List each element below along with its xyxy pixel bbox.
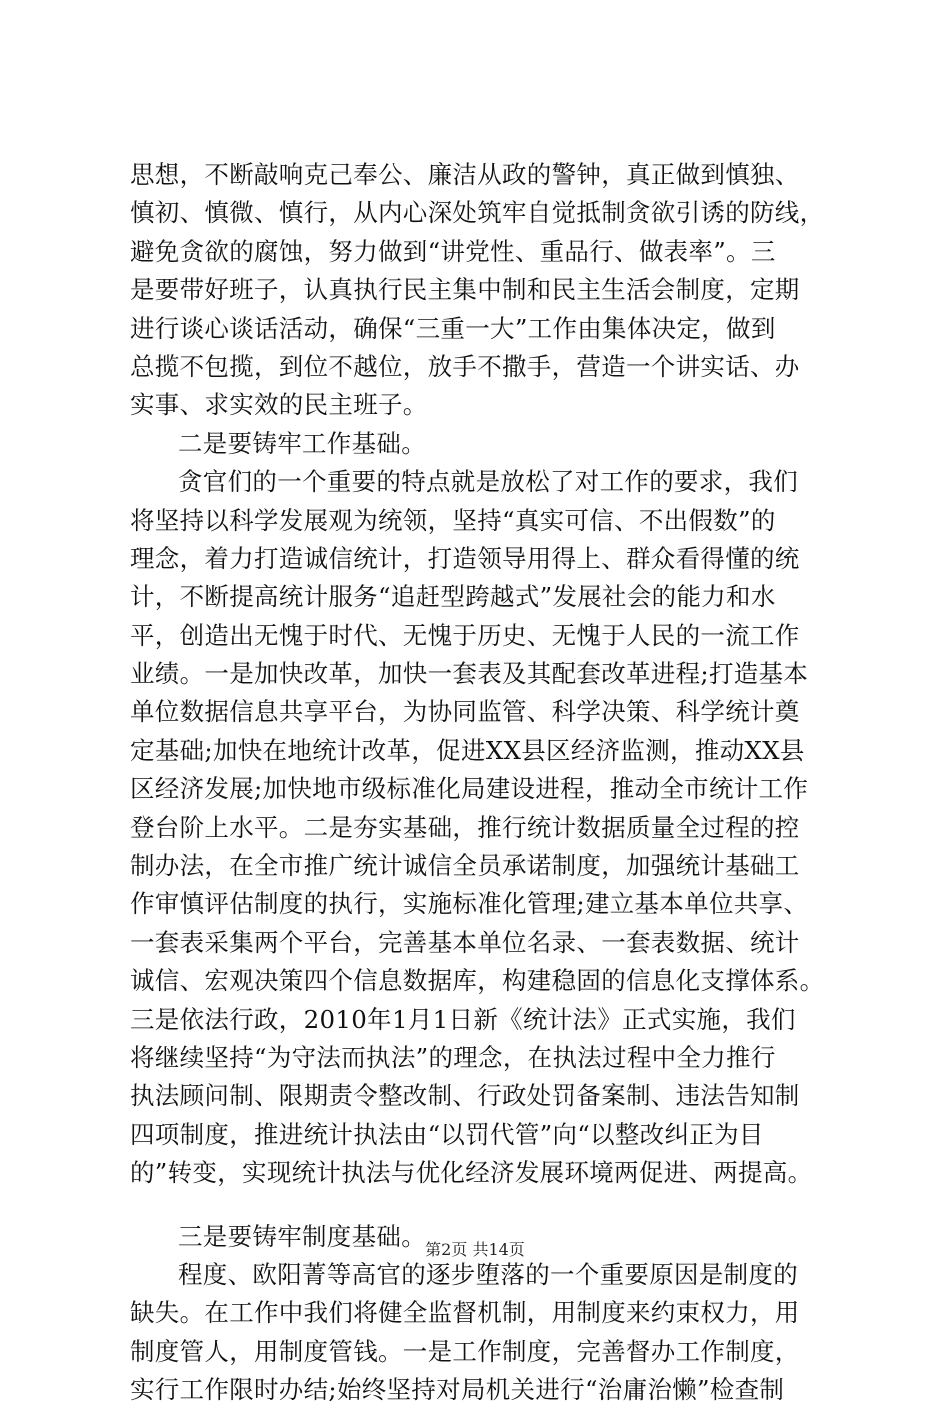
text-line: 理念，着力打造诚信统计，打造领导用得上、群众看得懂的统 bbox=[130, 543, 800, 573]
text-line: 实行工作限时办结;始终坚持对局机关进行“治庸治懒”检查制 bbox=[130, 1375, 785, 1405]
text-line: 执法顾问制、限期责令整改制、行政处罚备案制、违法告知制 bbox=[130, 1081, 800, 1111]
text-line: 制办法，在全市推广统计诚信全员承诺制度，加强统计基础工 bbox=[130, 851, 800, 881]
text-line: 定基础;加快在地统计改革，促进XX县区经济监测，推动XX县 bbox=[130, 735, 805, 765]
text-line: 三是依法行政，2010年1月1日新《统计法》正式实施，我们 bbox=[130, 1004, 796, 1034]
text-line: 慎初、慎微、慎行，从内心深处筑牢自觉抵制贪欲引诱的防线， bbox=[130, 198, 825, 228]
text-line: 四项制度，推进统计执法由“以罚代管”向“以整改纠正为目 bbox=[130, 1119, 764, 1149]
section-heading: 三是要铸牢制度基础。 bbox=[178, 1221, 426, 1251]
text-line: 实事、求实效的民主班子。 bbox=[130, 390, 428, 420]
text-line: 区经济发展;加快地市级标准化局建设进程，推动全市统计工作 bbox=[130, 774, 809, 804]
text-line: 业绩。一是加快改革，加快一套表及其配套改革进程;打造基本 bbox=[130, 659, 809, 689]
text-line: 避免贪欲的腐蚀，努力做到“讲党性、重品行、做表率”。三 bbox=[130, 236, 776, 266]
text-line: 缺失。在工作中我们将健全监督机制，用制度来约束权力，用 bbox=[130, 1298, 800, 1328]
document-body bbox=[130, 156, 850, 1410]
text-line: 总揽不包揽，到位不越位，放手不撒手，营造一个讲实话、办 bbox=[130, 351, 800, 381]
page-footer bbox=[0, 1240, 950, 1260]
text-line: 登台阶上水平。二是夯实基础，推行统计数据质量全过程的控 bbox=[130, 812, 800, 842]
text-line: 进行谈心谈话活动，确保“三重一大”工作由集体决定，做到 bbox=[130, 313, 776, 343]
text-line: 程度、欧阳菁等高官的逐步堕落的一个重要原因是制度的 bbox=[178, 1259, 798, 1289]
text-line: 是要带好班子，认真执行民主集中制和民主生活会制度，定期 bbox=[130, 275, 800, 305]
text-line: 诚信、宏观决策四个信息数据库，构建稳固的信息化支撑体系。 bbox=[130, 966, 825, 996]
section-heading: 二是要铸牢工作基础。 bbox=[178, 428, 426, 458]
text-line: 一套表采集两个平台，完善基本单位名录、一套表数据、统计 bbox=[130, 927, 800, 957]
text-line: 制度管人，用制度管钱。一是工作制度，完善督办工作制度， bbox=[130, 1336, 800, 1366]
text-line: 将坚持以科学发展观为统领，坚持“真实可信、不出假数”的 bbox=[130, 505, 776, 535]
paragraph-gap bbox=[130, 1193, 850, 1218]
text-line: 单位数据信息共享平台，为协同监管、科学决策、科学统计奠 bbox=[130, 697, 800, 727]
text-line: 作审慎评估制度的执行，实施标准化管理;建立基本单位共享、 bbox=[130, 889, 809, 919]
page-number: 第2页 共14页 bbox=[425, 1240, 525, 1259]
text-line: 将继续坚持“为守法而执法”的理念，在执法过程中全力推行 bbox=[130, 1042, 776, 1072]
text-line: 平，创造出无愧于时代、无愧于历史、无愧于人民的一流工作 bbox=[130, 620, 800, 650]
text-line: 贪官们的一个重要的特点就是放松了对工作的要求，我们 bbox=[178, 467, 798, 497]
text-line: 计，不断提高统计服务“追赶型跨越式”发展社会的能力和水 bbox=[130, 582, 776, 612]
text-line: 的”转变，实现统计执法与优化经济发展环境两促进、两提高。 bbox=[130, 1158, 813, 1188]
text-line: 思想，不断敲响克己奉公、廉洁从政的警钟，真正做到慎独、 bbox=[130, 160, 800, 189]
